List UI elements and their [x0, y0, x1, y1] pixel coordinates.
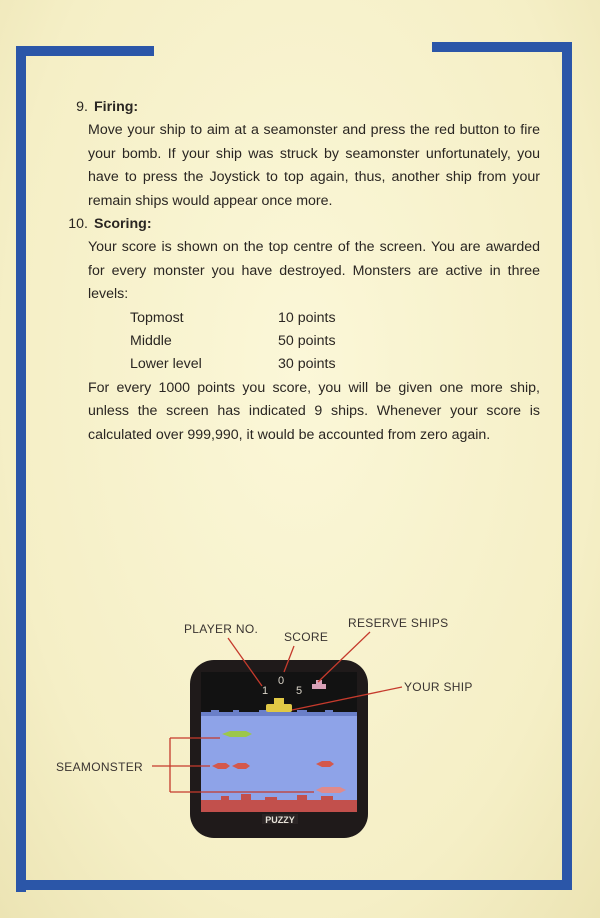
section-firing — [60, 96, 540, 213]
score-row-topmost — [130, 307, 540, 330]
label-reserve-ships: RESERVE SHIPS — [348, 616, 449, 630]
section-number: 9. — [76, 99, 88, 115]
section-heading: Scoring: — [94, 216, 152, 233]
score-row-middle — [130, 330, 540, 353]
section-scoring — [60, 213, 540, 447]
frame-top-right — [432, 42, 572, 52]
level-name: Middle — [130, 333, 172, 350]
hud-score-digit: 0 — [278, 675, 285, 687]
level-points: 50 points — [278, 333, 336, 350]
seamonster-lower — [316, 787, 346, 793]
tv-diagram — [0, 600, 600, 860]
section-body: Your score is shown on the top centre of the screen. You are awarded for every monster you have destroyed. Monsters are active in three levels: — [88, 239, 540, 303]
label-seamonster: SEAMONSTER — [56, 760, 144, 774]
label-score: SCORE — [284, 630, 329, 644]
hud-reserve-count: 5 — [296, 685, 303, 697]
level-name: Lower level — [130, 356, 202, 373]
section-body: Move your ship to aim at a seamonster and press the red button to fire your bomb. If your ship was struck by seamonster unfortunately, you have to press the Joystick to top again, thus, another ship from your remain ships would appear once more. — [88, 122, 540, 209]
instructions — [60, 96, 540, 447]
score-row-lower — [130, 353, 540, 376]
section-body-extra: For every 1000 points you score, you will be given one more ship, unless the screen has indicated 9 ships. Whenever your score is calculated over 999,990, it would be accounted from zero again. — [88, 379, 540, 443]
level-name: Topmost — [130, 309, 184, 326]
level-points: 10 points — [278, 309, 336, 326]
section-heading: Firing: — [94, 99, 139, 115]
frame-top-left — [16, 46, 154, 56]
tv-brand: PUZZY — [265, 815, 295, 825]
label-player-no: PLAYER NO. — [184, 622, 259, 636]
label-your-ship: YOUR SHIP — [404, 680, 473, 694]
score-levels — [130, 307, 540, 377]
frame-bottom — [16, 880, 572, 890]
section-number: 10. — [68, 216, 88, 233]
tv-illustration — [0, 600, 600, 860]
level-points: 30 points — [278, 356, 336, 373]
hud-player-digit: 1 — [262, 685, 269, 697]
